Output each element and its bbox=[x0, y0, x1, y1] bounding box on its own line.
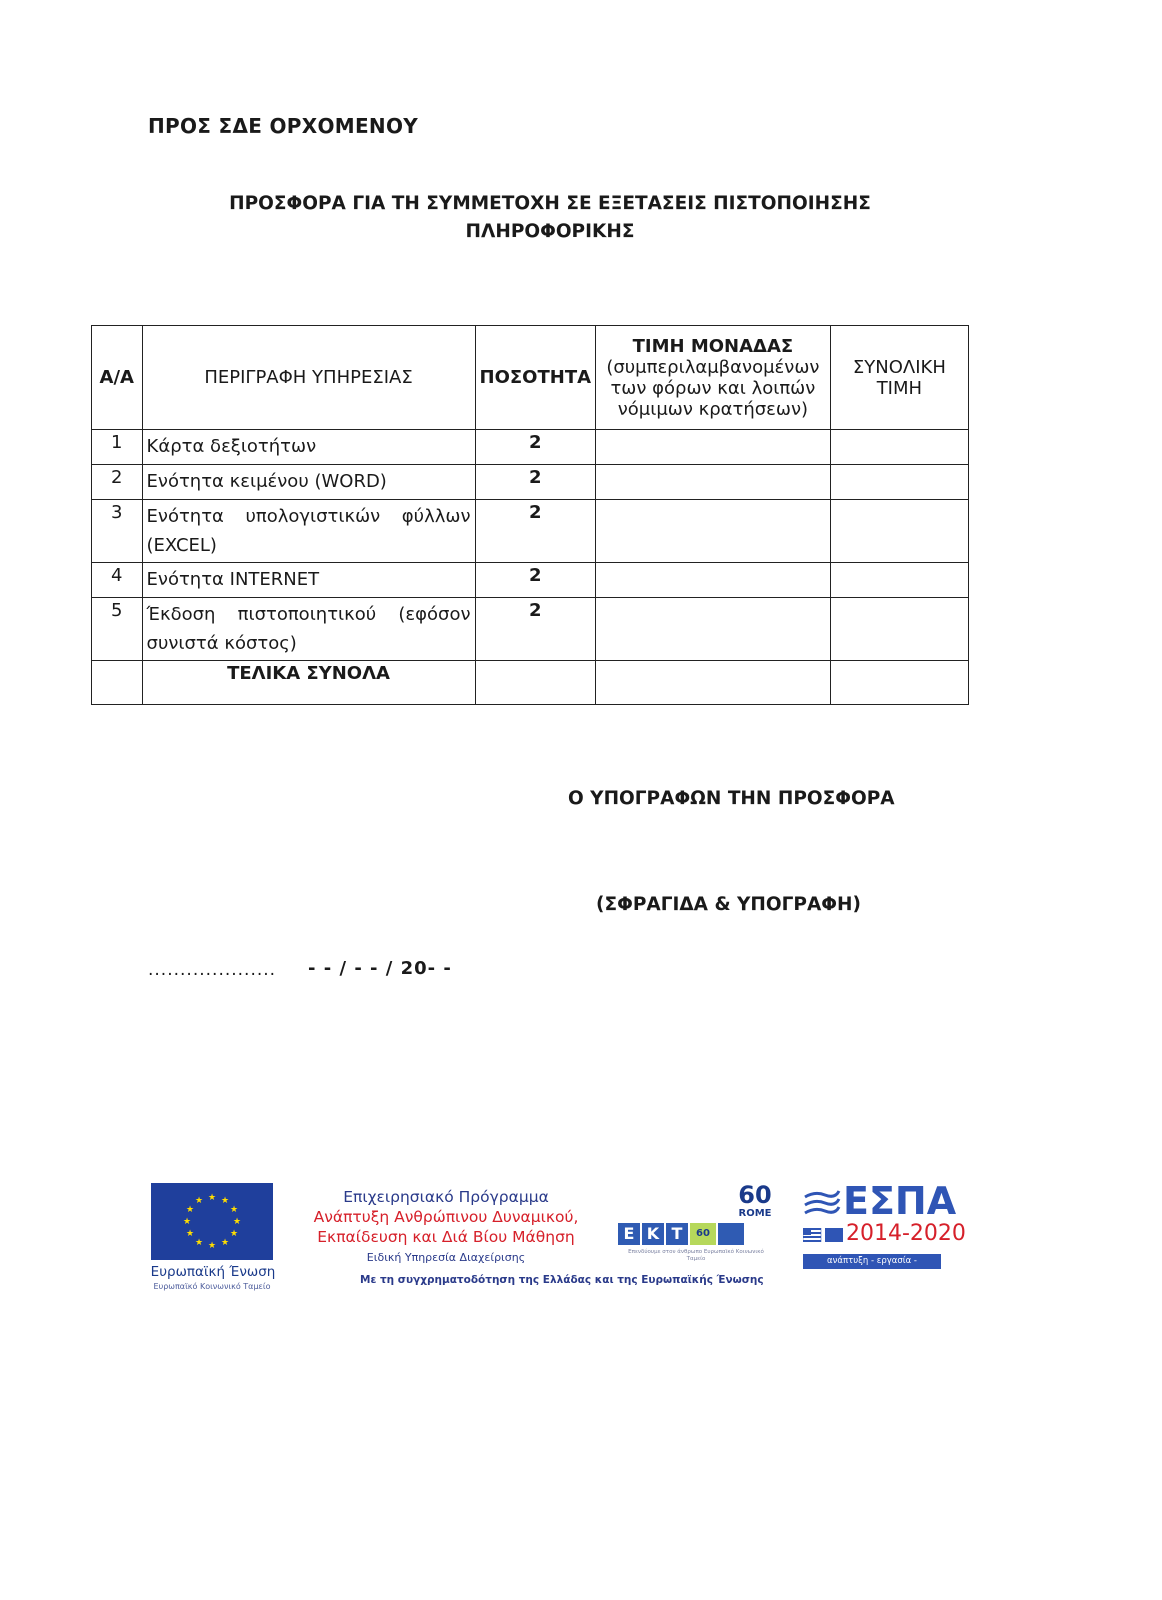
espa-years: 2014-2020 bbox=[846, 1221, 966, 1246]
table-row bbox=[92, 465, 969, 500]
row-unit-price[interactable] bbox=[596, 430, 831, 465]
row-description: Ενότητα κειμένου (WORD) bbox=[142, 465, 475, 500]
row-quantity: 2 bbox=[475, 563, 596, 598]
table-header-row bbox=[92, 326, 969, 430]
title-line-1: ΠΡΟΣΦΟΡΑ ΓΙΑ ΤΗ ΣΥΜΜΕΤΟΧΗ ΣΕ ΕΞΕΤΑΣΕΙΣ ΠΙΣΤΟΠΟΙΗΣΗΣ bbox=[229, 193, 871, 214]
row-quantity: 2 bbox=[475, 430, 596, 465]
document-title bbox=[180, 190, 920, 246]
ekt-logo bbox=[618, 1223, 774, 1245]
svg-text:★: ★ bbox=[220, 1238, 230, 1248]
header-quantity: ΠΟΣΟΤΗΤΑ bbox=[475, 326, 596, 430]
row-quantity: 2 bbox=[475, 500, 596, 563]
offer-table bbox=[91, 325, 969, 705]
eu-flag-logo bbox=[151, 1183, 273, 1260]
ekt-letter: Τ bbox=[666, 1223, 688, 1245]
totals-unit-price-cell[interactable] bbox=[596, 661, 831, 705]
row-quantity: 2 bbox=[475, 465, 596, 500]
op-line-2: Ανάπτυξη Ανθρώπινου Δυναμικού, bbox=[313, 1208, 579, 1226]
header-unit-price bbox=[596, 326, 831, 430]
totals-aa-cell bbox=[92, 661, 143, 705]
svg-text:★: ★ bbox=[229, 1229, 239, 1239]
row-total[interactable] bbox=[830, 500, 968, 563]
signer-label: Ο ΥΠΟΓΡΑΦΩΝ ΤΗΝ ΠΡΟΣΦΟΡΑ bbox=[568, 788, 895, 809]
row-total[interactable] bbox=[830, 430, 968, 465]
row-total[interactable] bbox=[830, 598, 968, 661]
row-aa: 4 bbox=[92, 563, 143, 598]
header-description: ΠΕΡΙΓΡΑΦΗ ΥΠΗΡΕΣΙΑΣ bbox=[142, 326, 475, 430]
header-total-price: ΣΥΝΟΛΙΚΗ ΤΙΜΗ bbox=[830, 326, 968, 430]
totals-row bbox=[92, 661, 969, 705]
svg-text:★: ★ bbox=[207, 1193, 217, 1203]
row-unit-price[interactable] bbox=[596, 563, 831, 598]
totals-quantity-cell[interactable] bbox=[475, 661, 596, 705]
ekt-eu-flag-icon bbox=[718, 1223, 744, 1245]
row-unit-price[interactable] bbox=[596, 500, 831, 563]
date-placeholder[interactable]: - - / - - / 20- - bbox=[308, 958, 452, 979]
row-description: Κάρτα δεξιοτήτων bbox=[142, 430, 475, 465]
row-aa: 1 bbox=[92, 430, 143, 465]
row-total[interactable] bbox=[830, 465, 968, 500]
totals-total-cell[interactable] bbox=[830, 661, 968, 705]
row-total[interactable] bbox=[830, 563, 968, 598]
header-unit-price-title: ΤΙΜΗ ΜΟΝΑΔΑΣ bbox=[632, 335, 794, 357]
operational-programme-logo bbox=[296, 1187, 596, 1269]
ekt-rome-label: ROME bbox=[738, 1208, 772, 1219]
eu-label: Ευρωπαϊκή Ένωση bbox=[150, 1264, 276, 1280]
ekt-letter: Ε bbox=[618, 1223, 640, 1245]
header-unit-price-note: (συμπεριλαμβανομένων των φόρων και λοιπών νόμιμων κρατήσεων) bbox=[606, 356, 820, 420]
eu-sub-label: Ευρωπαϊκό Κοινωνικό Ταμείο bbox=[153, 1282, 271, 1291]
row-description: Ενότητα υπολογιστικών φύλλων (EXCEL) bbox=[142, 500, 475, 563]
ekt-letter: Κ bbox=[642, 1223, 664, 1245]
row-aa: 3 bbox=[92, 500, 143, 563]
svg-text:★: ★ bbox=[194, 1196, 204, 1206]
svg-text:★: ★ bbox=[185, 1229, 195, 1239]
ekt-60-box: 60 bbox=[690, 1223, 716, 1245]
espa-flags-icon bbox=[803, 1227, 843, 1241]
table-row bbox=[92, 598, 969, 661]
row-unit-price[interactable] bbox=[596, 598, 831, 661]
row-description: Έκδοση πιστοποιητικού (εφόσον συνιστά κόστος) bbox=[142, 598, 475, 661]
table-row bbox=[92, 500, 969, 563]
svg-text:★: ★ bbox=[185, 1205, 195, 1215]
ekt-sub-label: Επενδύουμε στον άνθρωπο Ευρωπαϊκό Κοινωνικό Ταμείο bbox=[628, 1249, 764, 1262]
op-line-3: Εκπαίδευση και Διά Βίου Μάθηση bbox=[317, 1228, 575, 1246]
svg-text:★: ★ bbox=[229, 1205, 239, 1215]
row-aa: 2 bbox=[92, 465, 143, 500]
totals-label: ΤΕΛΙΚΑ ΣΥΝΟΛΑ bbox=[142, 661, 475, 705]
espa-waves-icon bbox=[803, 1189, 841, 1221]
addressee: ΠΡΟΣ ΣΔΕ ΟΡΧΟΜΕΝΟΥ bbox=[148, 114, 419, 138]
row-quantity: 2 bbox=[475, 598, 596, 661]
title-line-2: ΠΛΗΡΟΦΟΡΙΚΗΣ bbox=[465, 221, 635, 242]
table-row bbox=[92, 430, 969, 465]
svg-text:★: ★ bbox=[194, 1238, 204, 1248]
table-row bbox=[92, 563, 969, 598]
espa-tagline: ανάπτυξη - εργασία - αλληλεγγύη bbox=[803, 1254, 941, 1269]
header-aa: Α/Α bbox=[92, 326, 143, 430]
stamp-signature-label: (ΣΦΡΑΓΙΔΑ & ΥΠΟΓΡΑΦΗ) bbox=[596, 894, 861, 915]
espa-wordmark: ΕΣΠΑ bbox=[843, 1179, 957, 1223]
op-line-1: Επιχειρησιακό Πρόγραμμα bbox=[343, 1188, 549, 1206]
ekt-60-mark: 60 bbox=[738, 1181, 772, 1209]
svg-text:★: ★ bbox=[220, 1196, 230, 1206]
place-placeholder[interactable]: .................... bbox=[148, 960, 277, 980]
row-unit-price[interactable] bbox=[596, 465, 831, 500]
op-line-4: Ειδική Υπηρεσία Διαχείρισης bbox=[366, 1251, 526, 1264]
svg-text:★: ★ bbox=[182, 1217, 192, 1227]
svg-text:★: ★ bbox=[207, 1241, 217, 1251]
row-description: Ενότητα INTERNET bbox=[142, 563, 475, 598]
cofunding-note: Με τη συγχρηματοδότηση της Ελλάδας και της Ευρωπαϊκής Ένωσης bbox=[360, 1274, 764, 1286]
row-aa: 5 bbox=[92, 598, 143, 661]
svg-text:★: ★ bbox=[232, 1217, 242, 1227]
